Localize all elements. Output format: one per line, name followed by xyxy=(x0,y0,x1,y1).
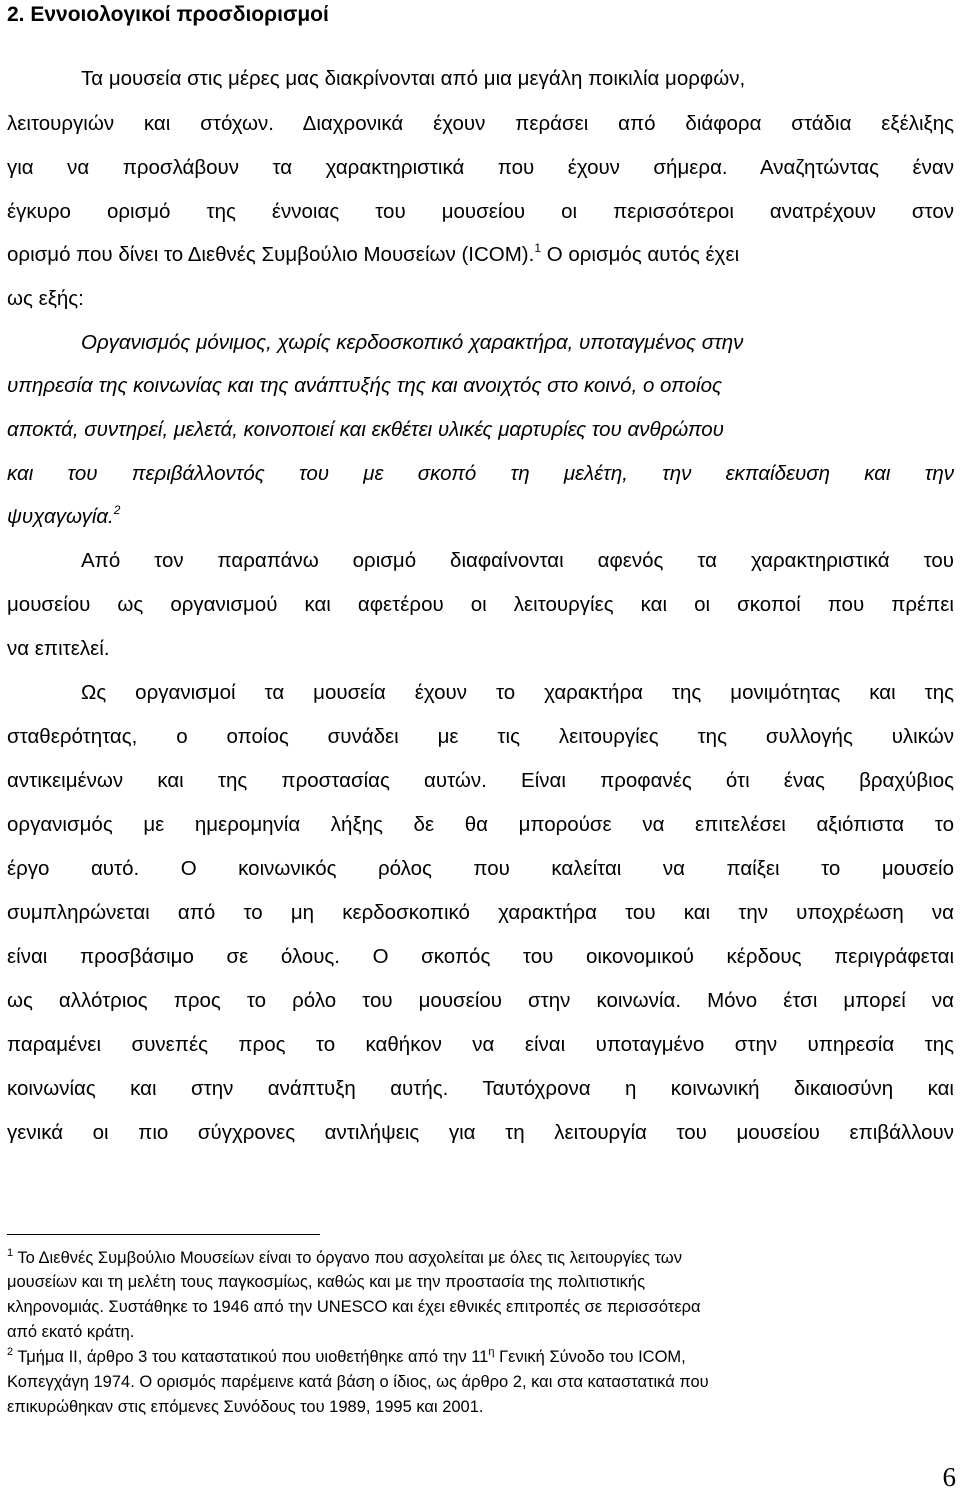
quote-line: και του περιβάλλοντός του με σκοπό τη μελέτη, την εκπαίδευση και την xyxy=(7,462,954,485)
para2-line: να επιτελεί. xyxy=(7,637,110,660)
para3-line: έργο αυτό. Ο κοινωνικός ρόλος που καλείται να παίξει το μουσείο xyxy=(7,857,954,880)
section-heading: 2. Εννοιολογικοί προσδιορισμοί xyxy=(7,3,329,26)
footnote-separator xyxy=(7,1234,320,1235)
footnote-1-line: από εκατό κράτη. xyxy=(7,1323,135,1341)
footnote-1-line xyxy=(7,1247,947,1269)
footnote-number: 2 xyxy=(7,1346,14,1358)
para2-line: μουσείου ως οργανισμού και αφετέρου οι λειτουργίες και οι σκοποί που πρέπει xyxy=(7,593,954,616)
footnote-2-line: επικυρώθηκαν στις επόμενες Συνόδους του 1989, 1995 και 2001. xyxy=(7,1398,484,1416)
quote-line: υπηρεσία της κοινωνίας και της ανάπτυξής της και ανοιχτός στο κοινό, ο οποίος xyxy=(7,374,722,397)
para3-line: κοινωνίας και στην ανάπτυξη αυτής. Ταυτόχρονα η κοινωνική δικαιοσύνη και xyxy=(7,1077,954,1100)
para3-line: ως αλλότριος προς το ρόλο του μουσείου στην κοινωνία. Μόνο έτσι μπορεί να xyxy=(7,989,954,1012)
para1-line: Τα μουσεία στις μέρες μας διακρίνονται από μια μεγάλη ποικιλία μορφών, xyxy=(81,67,746,90)
para1-text: Ο ορισμός αυτός έχει xyxy=(541,243,740,266)
footnote-1-line: κληρονομιάς. Συστάθηκε το 1946 από την UNESCO και έχει εθνικές επιτροπές σε περισσότερα xyxy=(7,1298,701,1316)
para3-line: σταθερότητας, ο οποίος συνάδει με τις λειτουργίες της συλλογής υλικών xyxy=(7,725,954,748)
footnote-2-line xyxy=(7,1346,947,1368)
footnote-text: Το Διεθνές Συμβούλιο Μουσείων είναι το όργανο που ασχολείται με όλες τις λειτουργίες των xyxy=(13,1249,682,1267)
para3-line: γενικά οι πιο σύγχρονες αντιλήψεις για τη λειτουργία του μουσείου επιβάλλουν xyxy=(7,1121,954,1144)
quote-line: αποκτά, συντηρεί, μελετά, κοινοποιεί και εκθέτει υλικές μαρτυρίες του ανθρώπου xyxy=(7,418,724,441)
para1-line: έγκυρο ορισμό της έννοιας του μουσείου οι περισσότεροι ανατρέχουν στον xyxy=(7,200,954,223)
quote-line-with-footnote xyxy=(7,502,954,532)
para3-line: αντικειμένων και της προστασίας αυτών. Είναι προφανές ότι ένας βραχύβιος xyxy=(7,769,954,792)
para1-text: ορισμό που δίνει το Διεθνές Συμβούλιο Μουσείων (ICOM). xyxy=(7,243,535,266)
ordinal-suffix: η xyxy=(488,1346,495,1358)
footnote-ref-1: 1 xyxy=(534,241,542,255)
para2-line: Από τον παραπάνω ορισμό διαφαίνονται αφενός τα χαρακτηριστικά του xyxy=(81,549,954,572)
footnote-2-line: Κοπεγχάγη 1974. Ο ορισμός παρέμεινε κατά βάση ο ίδιος, ως άρθρο 2, και στα καταστατικά που xyxy=(7,1373,709,1391)
para3-line: οργανισμός με ημερομηνία λήξης δε θα μπορούσε να επιτελέσει αξιόπιστα το xyxy=(7,813,954,836)
footnote-text: Γενική Σύνοδο του ICOM, xyxy=(494,1348,686,1366)
footnote-text: Τμήμα ΙΙ, άρθρο 3 του καταστατικού που υιοθετήθηκε από την 11 xyxy=(13,1348,489,1366)
para3-line: συμπληρώνεται από το μη κερδοσκοπικό χαρακτήρα του και την υποχρέωση να xyxy=(7,901,954,924)
footnote-1-line: μουσείων και τη μελέτη τους παγκοσμίως, καθώς και με την προστασία της πολιτιστικής xyxy=(7,1273,646,1291)
quote-text: ψυχαγωγία. xyxy=(7,505,114,528)
para1-line: ως εξής: xyxy=(7,287,84,310)
para1-line: για να προσλάβουν τα χαρακτηριστικά που έχουν σήμερα. Αναζητώντας έναν xyxy=(7,156,954,179)
footnote-ref-2: 2 xyxy=(113,503,121,517)
para3-line: είναι προσβάσιμο σε όλους. Ο σκοπός του οικονομικού κέρδους περιγράφεται xyxy=(7,945,954,968)
para3-line: παραμένει συνεπές προς το καθήκον να είναι υποταγμένο στην υπηρεσία της xyxy=(7,1033,954,1056)
para1-line-with-footnote xyxy=(7,240,954,270)
para3-line: Ως οργανισμοί τα μουσεία έχουν το χαρακτήρα της μονιμότητας και της xyxy=(81,681,954,704)
page-number: 6 xyxy=(942,1462,956,1492)
quote-line: Οργανισμός μόνιμος, χωρίς κερδοσκοπικό χαρακτήρα, υποταγμένος στην xyxy=(81,331,744,354)
para1-line: λειτουργιών και στόχων. Διαχρονικά έχουν περάσει από διάφορα στάδια εξέλιξης xyxy=(7,112,954,135)
footnote-number: 1 xyxy=(7,1247,14,1259)
